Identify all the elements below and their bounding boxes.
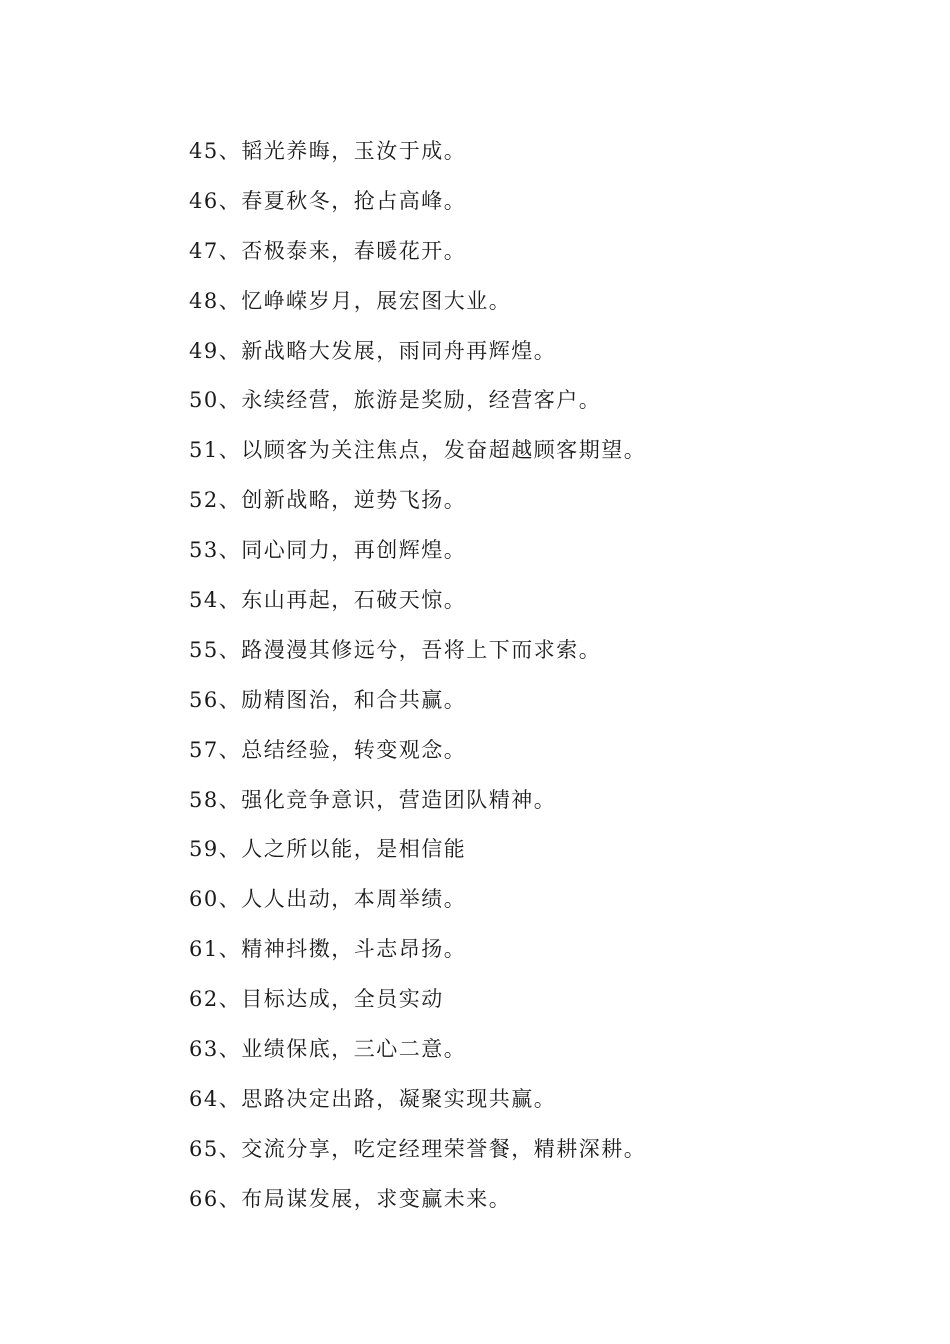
list-item: 47、否极泰来，春暖花开。 — [189, 238, 467, 263]
list-item: 65、交流分享，吃定经理荣誉餐，精耕深耕。 — [189, 1136, 647, 1161]
list-item: 50、永续经营，旅游是奖励，经营客户。 — [189, 388, 602, 413]
list-item: 53、同心同力，再创辉煌。 — [189, 538, 467, 563]
slogan-list — [189, 136, 646, 1234]
list-item: 54、东山再起，石破天惊。 — [189, 588, 467, 613]
list-item: 66、布局谋发展，求变赢未来。 — [189, 1186, 512, 1211]
list-item: 46、春夏秋冬，抢占高峰。 — [189, 188, 467, 213]
list-item: 52、创新战略，逆势飞扬。 — [189, 488, 467, 513]
list-item: 64、思路决定出路，凝聚实现共赢。 — [189, 1086, 557, 1111]
list-item: 62、目标达成，全员实动 — [189, 987, 444, 1012]
list-item: 55、路漫漫其修远兮，吾将上下而求索。 — [189, 637, 602, 662]
list-item: 59、人之所以能，是相信能 — [189, 837, 467, 862]
list-item: 58、强化竞争意识，营造团队精神。 — [189, 787, 557, 812]
list-item: 60、人人出动，本周举绩。 — [189, 887, 467, 912]
list-item: 56、励精图治，和合共赢。 — [189, 687, 467, 712]
list-item: 57、总结经验，转变观念。 — [189, 737, 467, 762]
list-item: 61、精神抖擞，斗志昂扬。 — [189, 937, 467, 962]
list-item: 51、以顾客为关注焦点，发奋超越顾客期望。 — [189, 438, 647, 463]
list-item: 48、忆峥嵘岁月，展宏图大业。 — [189, 288, 512, 313]
list-item: 49、新战略大发展，雨同舟再辉煌。 — [189, 338, 557, 363]
list-item: 45、韬光养晦，玉汝于成。 — [189, 139, 467, 163]
list-item: 63、业绩保底，三心二意。 — [189, 1037, 467, 1062]
